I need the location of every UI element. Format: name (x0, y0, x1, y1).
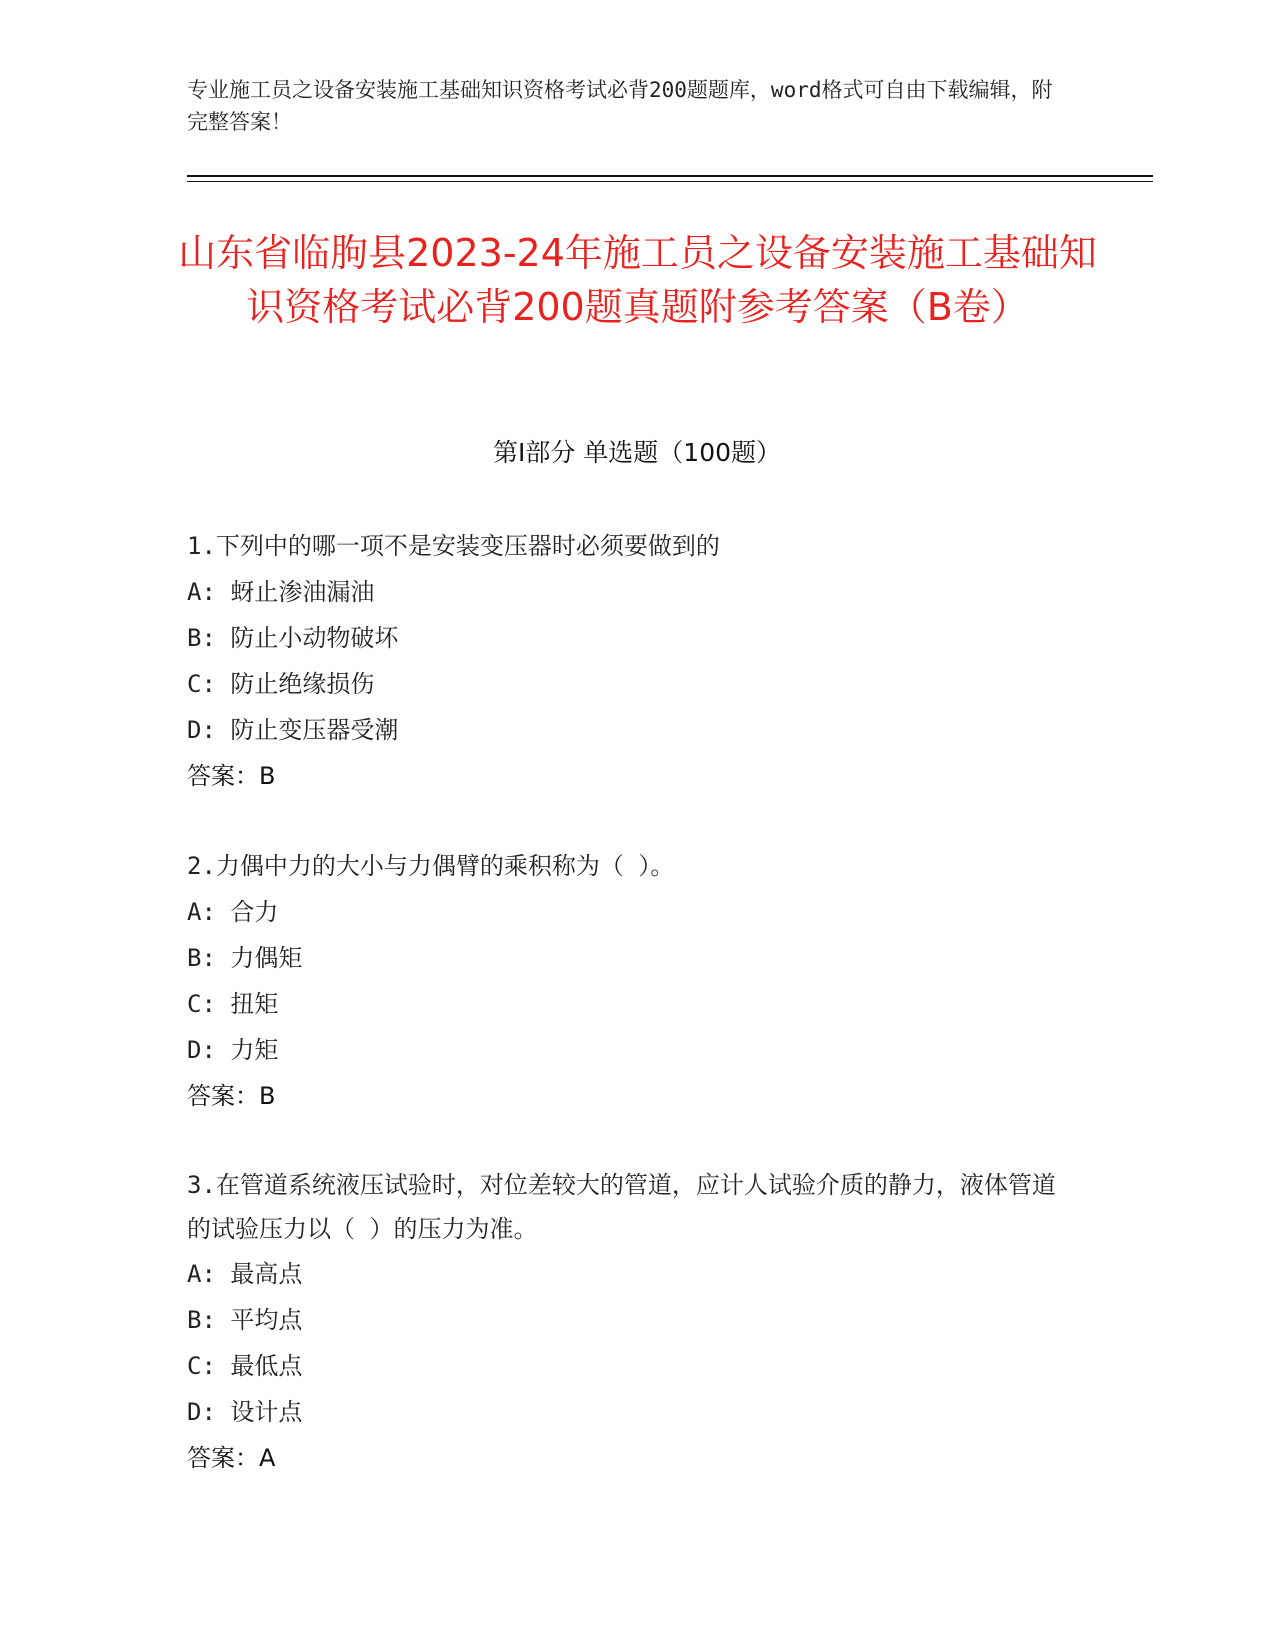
question-stem: 1.下列中的哪一项不是安装变压器时必须要做到的 (187, 532, 720, 560)
question-stem: 3.在管道系统液压试验时，对位差较大的管道，应计人试验介质的静力，液体管道的试验压力以（ ）的压力为准。 (187, 1171, 1056, 1243)
question-1 (187, 523, 1067, 799)
option-c: C: 扭矩 (187, 990, 279, 1018)
header-note: 专业施工员之设备安装施工基础知识资格考试必背200题题库，word格式可自由下载编辑，附完整答案！ (187, 78, 1053, 134)
option-a: A: 蚜止渗油漏油 (187, 578, 375, 606)
question-3 (187, 1163, 1067, 1481)
answer: 答案：B (187, 1082, 276, 1110)
header-divider-thin (187, 181, 1153, 182)
option-b: B: 力偶矩 (187, 944, 303, 972)
option-d: D: 设计点 (187, 1398, 303, 1426)
option-c: C: 防止绝缘损伤 (187, 670, 375, 698)
section-title: 第I部分 单选题（100题） (492, 438, 782, 467)
option-d: D: 力矩 (187, 1036, 279, 1064)
header-divider-thick (187, 175, 1153, 177)
document-title: 山东省临朐县2023-24年施工员之设备安装施工基础知识资格考试必背200题真题附参考答案（B卷） (178, 231, 1097, 329)
option-b: B: 防止小动物破坏 (187, 624, 399, 652)
question-stem: 2.力偶中力的大小与力偶臂的乘积称为（ ）。 (187, 852, 675, 880)
option-a: A: 最高点 (187, 1260, 303, 1288)
question-2 (187, 843, 1067, 1119)
option-d: D: 防止变压器受潮 (187, 716, 399, 744)
answer: 答案：B (187, 762, 276, 790)
option-a: A: 合力 (187, 898, 279, 926)
option-b: B: 平均点 (187, 1306, 303, 1334)
answer: 答案：A (187, 1444, 276, 1472)
option-c: C: 最低点 (187, 1352, 303, 1380)
